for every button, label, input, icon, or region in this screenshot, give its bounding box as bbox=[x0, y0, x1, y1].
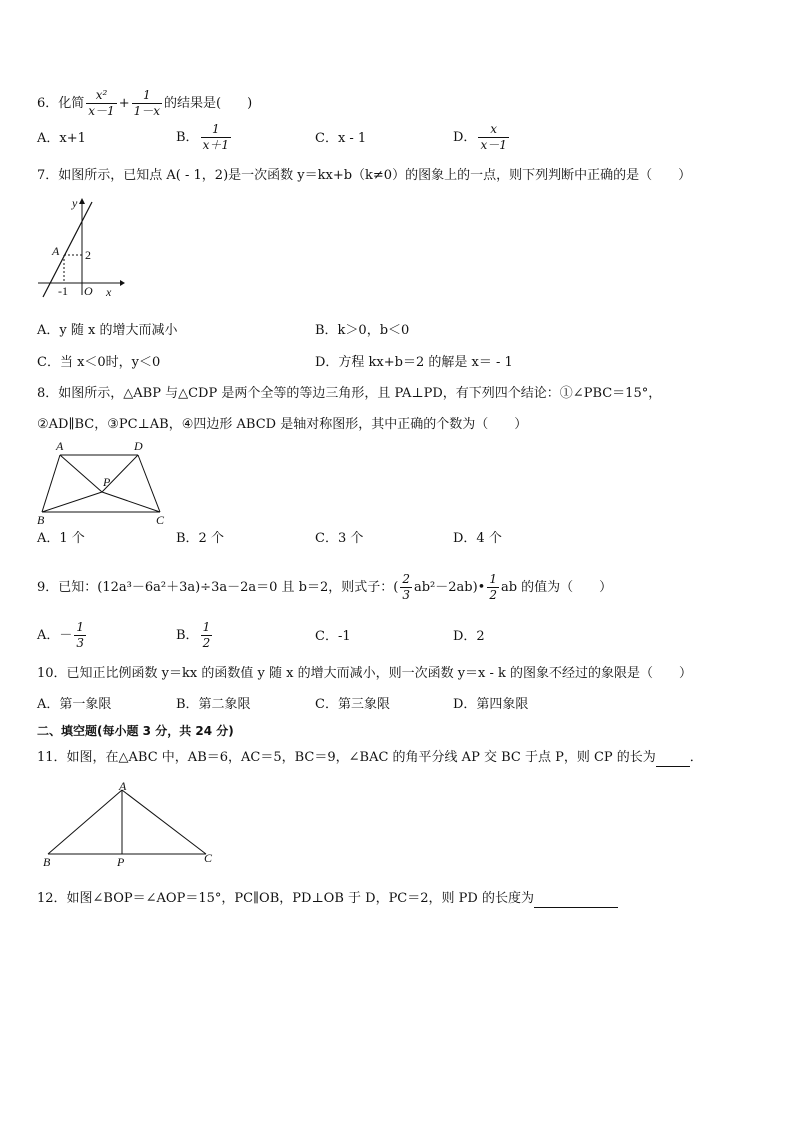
segment-cp bbox=[102, 492, 160, 512]
q7-option-d: D．方程 kx+b＝2 的解是 x＝ - 1 bbox=[315, 355, 513, 370]
q6-fraction-1: $\frac{\text{x²}}{x-1}$ bbox=[88, 88, 115, 118]
vertex-b-label: B bbox=[37, 513, 45, 527]
question-11: 11．如图，在△ABC 中，AB＝6，AC＝5，BC＝9，∠BAC 的角平分线 AP 交 BC 于点 P，则 CP 的长为 ． bbox=[37, 750, 703, 765]
segment-ab bbox=[48, 790, 122, 854]
q12-answer-blank[interactable] bbox=[534, 893, 618, 908]
q11-answer-blank[interactable] bbox=[656, 752, 690, 767]
question-9 bbox=[37, 572, 612, 603]
q7-option-a: A．y 随 x 的增大而减小 bbox=[37, 323, 178, 338]
q8-option-c: C．3 个 bbox=[315, 531, 364, 546]
x-label: x bbox=[106, 285, 112, 299]
vertex-b-label: B bbox=[43, 855, 51, 869]
q10-option-d: D．第四象限 bbox=[453, 697, 529, 712]
q9-option-a: A．－ $\frac{1}{3}$ bbox=[37, 620, 85, 650]
q10-option-b: B．第二象限 bbox=[176, 697, 251, 712]
q9-stem-part2: ab²－2ab)• bbox=[413, 580, 486, 595]
q9-stem-part1: 9．已知：(12a³－6a²＋3a)÷3a－2a＝0 且 b＝2，则式子：( bbox=[37, 580, 399, 595]
q8-stem-line2: ②AD∥BC，③PC⊥AB，④四边形 ABCD 是轴对称图形，其中正确的个数为（ ） bbox=[37, 417, 528, 432]
q7-option-c: C．当 x＜0时，y＜0 bbox=[37, 355, 161, 370]
q9-option-d: D．2 bbox=[453, 629, 485, 644]
q8-option-b: B．2 个 bbox=[176, 531, 224, 546]
q8-stem-line1: 8．如图所示，△ABP 与△CDP 是两个全等的等边三角形，且 PA⊥PD，有下列四个结论：①∠PBC＝15°， bbox=[37, 386, 662, 401]
q6-option-c: C．x - 1 bbox=[315, 131, 367, 146]
origin-label: O bbox=[84, 284, 93, 298]
q11-figure-triangle bbox=[38, 780, 218, 870]
vertex-c-label: C bbox=[204, 851, 213, 865]
vertex-d-label: D bbox=[134, 439, 143, 453]
q10-option-c: C．第三象限 bbox=[315, 697, 390, 712]
q6-number: 6．化简 bbox=[37, 96, 85, 111]
vertex-c-label: C bbox=[156, 513, 165, 527]
q12-stem: 12．如图∠BOP＝∠AOP＝15°，PC∥OB，PD⊥OB 于 D，PC＝2，则 PD 的长度为 bbox=[37, 891, 534, 906]
q6-option-b: B． $\frac{1}{x+1}$ bbox=[176, 122, 229, 152]
q10-stem: 10．已知正比例函数 y＝kx 的函数值 y 随 x 的增大而减小，则一次函数 y＝x - k 的图象不经过的象限是（ ） bbox=[37, 666, 693, 681]
q11-stem: 11．如图，在△ABC 中，AB＝6，AC＝5，BC＝9，∠BAC 的角平分线 AP 交 BC 于点 P，则 CP 的长为 bbox=[37, 750, 656, 765]
segment-ac bbox=[122, 790, 206, 854]
q9-stem-part3: ab 的值为（ ） bbox=[500, 580, 613, 595]
q7-figure-graph bbox=[34, 195, 130, 301]
point-p-label: P bbox=[103, 475, 111, 489]
q9-fraction-2: $\frac{1}{2}$ bbox=[489, 572, 497, 602]
vertex-a-label: A bbox=[119, 780, 127, 793]
q6-option-d: D． $\frac{x}{x-1}$ bbox=[453, 122, 507, 152]
q7-option-b: B．k＞0，b＜0 bbox=[315, 323, 410, 338]
q9-fraction-1: $\frac{2}{3}$ bbox=[402, 572, 410, 602]
q8-option-d: D．4 个 bbox=[453, 531, 502, 546]
section-heading-fill-in: 二、填空题(每小题 3 分，共 24 分) bbox=[37, 724, 234, 738]
question-6: 6．化简 $\frac{\text{x²}}{x-1}$ + $\frac{1}{1-x}$ 的结果是( ) bbox=[37, 88, 253, 118]
x-axis-arrow bbox=[120, 280, 125, 286]
y-axis-arrow bbox=[79, 198, 85, 204]
vertex-a-label: A bbox=[56, 439, 64, 453]
q6-option-a: A．x+1 bbox=[37, 131, 86, 146]
q10-option-a: A．第一象限 bbox=[37, 697, 112, 712]
q9-option-b: B． $\frac{1}{2}$ bbox=[176, 620, 211, 650]
q6-fraction-2: $\frac{1}{1-x}$ bbox=[133, 88, 160, 118]
question-12 bbox=[37, 890, 618, 908]
q7-stem: 7．如图所示，已知点 A( - 1，2)是一次函数 y＝kx+b（k≠0）的图象上的一点，则下列判断中正确的是（ ） bbox=[37, 168, 692, 183]
q8-option-a: A．1 个 bbox=[37, 531, 85, 546]
segment-dc bbox=[138, 455, 160, 512]
q6-stem-tail: 的结果是( ) bbox=[164, 96, 253, 111]
segment-bp bbox=[42, 492, 102, 512]
point-a-label: A bbox=[52, 244, 60, 258]
segment-ab bbox=[42, 455, 60, 512]
tick-2-label: 2 bbox=[85, 248, 91, 262]
q8-figure-trapezoid bbox=[34, 438, 174, 528]
q9-option-c: C．-1 bbox=[315, 629, 351, 644]
segment-ap bbox=[60, 455, 102, 492]
point-p-label: P bbox=[117, 855, 125, 869]
tick-neg1-label: -1 bbox=[58, 284, 68, 298]
y-label: y bbox=[72, 196, 78, 210]
